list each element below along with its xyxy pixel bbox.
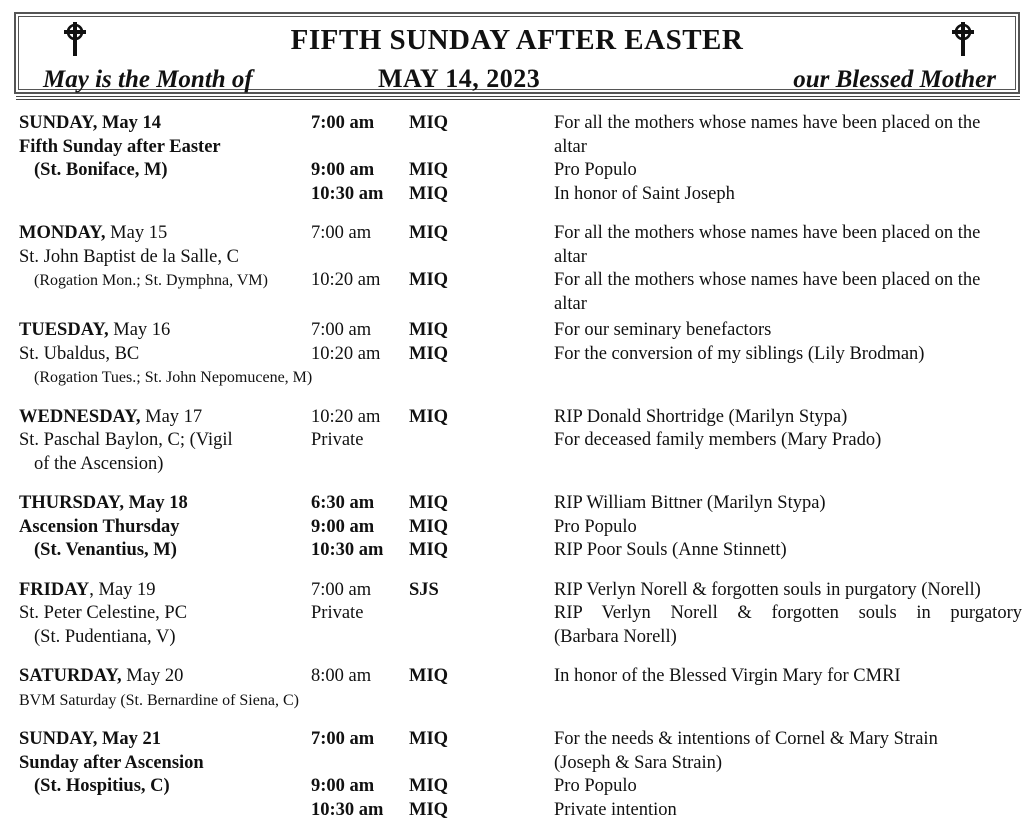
celebrant-code: MIQ xyxy=(409,406,449,427)
schedule-line xyxy=(19,293,1024,317)
day-name: FRIDAY xyxy=(19,579,90,600)
schedule-line xyxy=(19,366,1024,390)
mass-intention: Private intention xyxy=(554,799,677,820)
mass-time: 9:00 am xyxy=(311,516,375,537)
schedule-line xyxy=(19,183,1024,207)
page-title: FIFTH SUNDAY AFTER EASTER xyxy=(290,24,744,56)
mass-intention: (Barbara Norell) xyxy=(554,626,677,647)
day-date: May 15 xyxy=(105,223,168,243)
celebrant-code: MIQ xyxy=(409,776,449,796)
feast-name: Ascension Thursday xyxy=(19,516,180,537)
schedule-line xyxy=(19,728,1024,752)
schedule-line xyxy=(19,453,1024,477)
mass-time: 7:00 am xyxy=(311,320,372,340)
celebrant-code: SJS xyxy=(409,579,439,600)
commemoration: (Rogation Tues.; St. John Nepomucene, M) xyxy=(34,369,313,386)
mass-intention: Pro Populo xyxy=(554,776,637,796)
header-date: MAY 14, 2023 xyxy=(378,64,541,93)
day-heading: SUNDAY, May 21 xyxy=(19,729,162,749)
day-heading xyxy=(19,579,156,603)
day-heading: SUNDAY, May 14 xyxy=(19,113,162,133)
mass-intention: For the conversion of my siblings (Lily Brodman) xyxy=(554,343,925,364)
schedule-line xyxy=(19,343,1024,367)
mass-intention: RIP Verlyn Norell & forgotten souls in purgatory xyxy=(554,603,1022,623)
schedule-line xyxy=(19,665,1024,689)
schedule-line xyxy=(19,775,1024,799)
mass-time: 6:30 am xyxy=(311,493,375,513)
feast-name: St. Peter Celestine, PC xyxy=(19,603,188,623)
celebrant-code: MIQ xyxy=(409,183,449,204)
schedule-line xyxy=(19,246,1024,270)
feast-name: Fifth Sunday after Easter xyxy=(19,136,221,157)
mass-intention: In honor of Saint Joseph xyxy=(554,183,735,204)
day-block-saturday-may-20 xyxy=(19,665,1024,712)
celebrant-code: MIQ xyxy=(409,270,449,290)
schedule-line xyxy=(19,319,1024,343)
schedule-line xyxy=(19,539,1024,563)
mass-intention: Pro Populo xyxy=(554,160,637,180)
schedule-line xyxy=(19,799,1024,823)
day-heading xyxy=(19,665,183,689)
mass-time: 10:20 am xyxy=(311,406,381,427)
celebrant-code: MIQ xyxy=(409,493,449,513)
schedule-line xyxy=(19,159,1024,183)
subtitle-right: our Blessed Mother xyxy=(793,66,996,93)
mass-intention: RIP William Bittner (Marilyn Stypa) xyxy=(554,493,826,513)
schedule-line xyxy=(19,492,1024,516)
mass-time: 10:30 am xyxy=(311,183,384,204)
commemoration: (St. Venantius, M) xyxy=(34,540,177,560)
feast-name-continued: of the Ascension) xyxy=(34,453,164,474)
subtitle-left: May is the Month of xyxy=(43,66,253,93)
day-heading: THURSDAY, May 18 xyxy=(19,493,188,513)
mass-intention: In honor of the Blessed Virgin Mary for CMRI xyxy=(554,666,901,686)
celebrant-code: MIQ xyxy=(409,320,449,340)
celebrant-code: MIQ xyxy=(409,540,449,560)
mass-time: 7:00 am xyxy=(311,579,372,600)
day-name: TUESDAY, xyxy=(19,320,109,340)
mass-intention: For all the mothers whose names have been placed on the xyxy=(554,270,981,290)
day-block-sunday-may-21 xyxy=(19,728,1024,822)
day-name: SATURDAY, xyxy=(19,666,122,686)
mass-intention: For all the mothers whose names have been placed on the xyxy=(554,113,981,133)
day-block-tuesday-may-16 xyxy=(19,319,1024,390)
mass-time: 9:00 am xyxy=(311,776,375,796)
mass-intention: altar xyxy=(554,136,587,157)
day-date: May 20 xyxy=(121,666,184,686)
mass-time: Private xyxy=(311,603,364,623)
celebrant-code: MIQ xyxy=(409,113,449,133)
schedule-line xyxy=(19,516,1024,540)
mass-intention: altar xyxy=(554,246,587,267)
mass-time: 8:00 am xyxy=(311,666,372,686)
mass-intention: RIP Donald Shortridge (Marilyn Stypa) xyxy=(554,406,848,427)
schedule-line xyxy=(19,602,1024,626)
celebrant-code: MIQ xyxy=(409,223,449,243)
celebrant-code: MIQ xyxy=(409,516,449,537)
mass-time: 7:00 am xyxy=(311,729,375,749)
day-block-wednesday-may-17 xyxy=(19,406,1024,477)
schedule-line xyxy=(19,689,1024,713)
schedule-line xyxy=(19,112,1024,136)
celebrant-code: MIQ xyxy=(409,160,449,180)
mass-time: 10:20 am xyxy=(311,270,381,290)
mass-intention: RIP Verlyn Norell & forgotten souls in purgatory (Norell) xyxy=(554,579,981,600)
feast-name: St. Ubaldus, BC xyxy=(19,343,140,364)
celebrant-code: MIQ xyxy=(409,799,449,820)
day-heading xyxy=(19,319,170,343)
mass-time: 10:30 am xyxy=(311,540,384,560)
celebrant-code: MIQ xyxy=(409,666,449,686)
mass-intention: RIP Poor Souls (Anne Stinnett) xyxy=(554,540,787,560)
mass-schedule xyxy=(19,112,1024,838)
mass-time: 10:20 am xyxy=(311,343,381,364)
schedule-line xyxy=(19,429,1024,453)
schedule-line xyxy=(19,269,1024,293)
mass-intention: For the needs & intentions of Cornel & Mary Strain xyxy=(554,729,938,749)
mass-intention: For deceased family members (Mary Prado) xyxy=(554,430,882,450)
schedule-line xyxy=(19,579,1024,603)
mass-time: 7:00 am xyxy=(311,113,375,133)
commemoration: (St. Boniface, M) xyxy=(34,160,168,180)
mass-intention: For our seminary benefactors xyxy=(554,320,772,340)
schedule-line xyxy=(19,626,1024,650)
header-box xyxy=(14,12,1020,94)
schedule-line xyxy=(19,406,1024,430)
mass-time: Private xyxy=(311,430,364,450)
day-block-thursday-may-18 xyxy=(19,492,1024,563)
celebrant-code: MIQ xyxy=(409,729,449,749)
mass-intention: Pro Populo xyxy=(554,516,637,537)
mass-intention: For all the mothers whose names have been placed on the xyxy=(554,223,981,243)
feast-name: BVM Saturday (St. Bernardine of Siena, C) xyxy=(19,691,299,709)
day-block-monday-may-15 xyxy=(19,222,1024,316)
day-block-sunday-may-14 xyxy=(19,112,1024,206)
day-date: May 17 xyxy=(140,406,203,427)
schedule-line xyxy=(19,136,1024,160)
day-heading xyxy=(19,406,202,430)
mass-time: 7:00 am xyxy=(311,223,372,243)
divider xyxy=(16,99,1020,100)
day-date: May 16 xyxy=(108,320,171,340)
day-date: , May 19 xyxy=(89,579,156,600)
day-name: WEDNESDAY, xyxy=(19,406,141,427)
schedule-line xyxy=(19,222,1024,246)
feast-name: St. Paschal Baylon, C; (Vigil xyxy=(19,430,233,450)
feast-name: St. John Baptist de la Salle, C xyxy=(19,246,239,267)
day-heading xyxy=(19,222,167,246)
feast-name: Sunday after Ascension xyxy=(19,752,204,773)
celebrant-code: MIQ xyxy=(409,343,449,364)
schedule-line xyxy=(19,752,1024,776)
commemoration: (St. Pudentiana, V) xyxy=(34,626,176,647)
divider xyxy=(16,96,1020,97)
mass-intention: altar xyxy=(554,293,587,314)
day-block-friday-may-19 xyxy=(19,579,1024,650)
day-name: MONDAY, xyxy=(19,223,106,243)
mass-time: 10:30 am xyxy=(311,799,384,820)
mass-time: 9:00 am xyxy=(311,160,375,180)
commemoration: (Rogation Mon.; St. Dymphna, VM) xyxy=(34,272,268,289)
mass-intention: (Joseph & Sara Strain) xyxy=(554,752,723,773)
commemoration: (St. Hospitius, C) xyxy=(34,776,170,796)
